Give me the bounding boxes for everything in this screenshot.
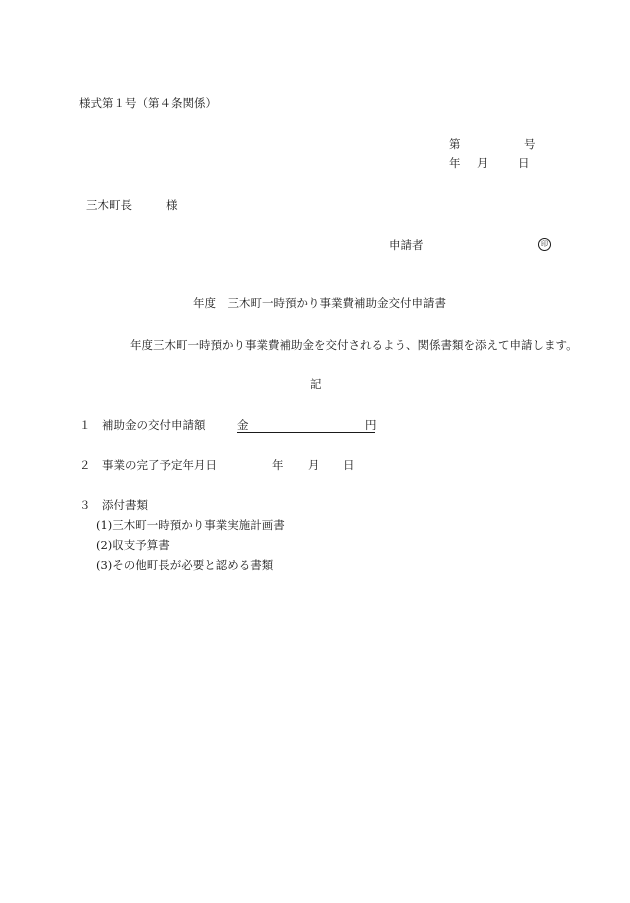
seal-icon: 印 [538, 238, 551, 251]
date-day-label: 日 [518, 156, 530, 170]
form-number: 様式第１号（第４条関係） [79, 96, 217, 110]
document-number-prefix: 第 [449, 137, 461, 151]
document-title: 年度 三木町一時預かり事業費補助金交付申請書 [193, 296, 446, 310]
document-number-suffix: 号 [524, 137, 536, 151]
date-year-label: 年 [449, 156, 461, 170]
attachment-item: (2)収支予算書 [96, 538, 170, 552]
addressee-honorific: 様 [166, 198, 178, 212]
item-3-label: ３ 添付書類 [79, 498, 148, 512]
item-1-label: １ 補助金の交付申請額 [79, 418, 206, 432]
amount-yen-label: 円 [365, 418, 377, 432]
attachment-item: (3)その他町長が必要と認める書類 [96, 558, 274, 572]
amount-kin-label: 金 [237, 418, 249, 432]
ki-heading: 記 [310, 377, 322, 391]
amount-underline [237, 417, 375, 433]
item-2-label: ２ 事業の完了予定年月日 [79, 458, 217, 472]
application-statement: 年度三木町一時預かり事業費補助金を交付されるよう、関係書類を添えて申請します。 [130, 338, 578, 352]
date-month-label: 月 [477, 156, 489, 170]
attachment-item: (1)三木町一時預かり事業実施計画書 [96, 518, 285, 532]
completion-year-label: 年 [272, 458, 284, 472]
completion-day-label: 日 [343, 458, 355, 472]
applicant-label: 申請者 [389, 238, 424, 252]
completion-month-label: 月 [308, 458, 320, 472]
addressee-name: 三木町長 [86, 198, 132, 212]
